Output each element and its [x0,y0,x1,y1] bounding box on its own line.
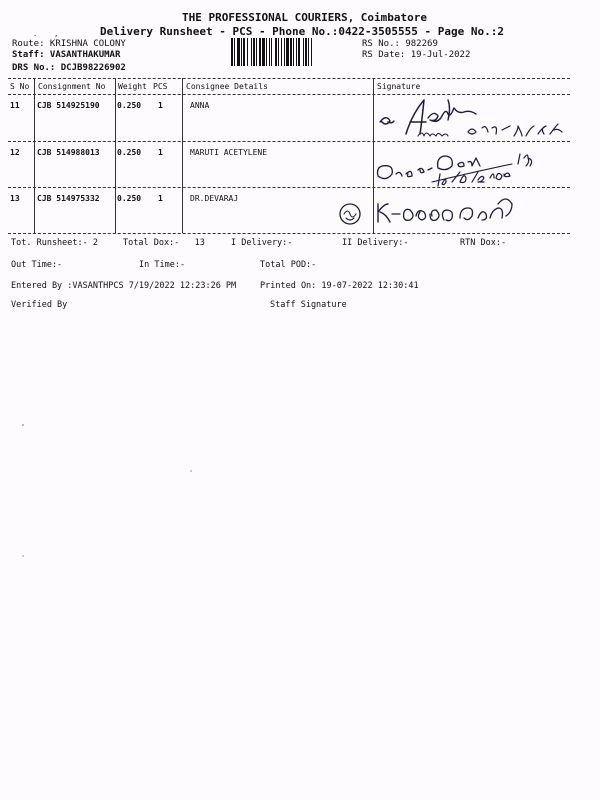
drs-number: DRS No.: DCJB98226902 [12,63,126,73]
row-pcs: 1 [158,101,163,110]
barcode-bar [286,38,289,66]
barcode-bar [305,38,307,66]
row-consignment: CJB 514988013 [37,148,100,157]
scan-speck [22,555,24,557]
col-header-consignee: Consignee Details [186,82,268,91]
barcode-bar [271,38,272,66]
i-delivery: I Delivery:- [231,238,293,248]
row-weight: 0.250 [117,101,142,110]
staff-signature-label: Staff Signature [270,300,347,310]
in-time: In Time:- [139,260,186,270]
barcode-bar [256,38,257,66]
row-consignee: ANNA [190,101,210,110]
row-consignee: DR.DEVARAJ [190,194,239,203]
row-weight: 0.250 [117,148,142,157]
barcode-bar [251,38,252,66]
rs-number: RS No.: 982269 [362,39,438,49]
barcode-bar [243,38,245,66]
barcode-bar [281,38,282,66]
barcode-bar [262,38,265,66]
row-sno: 13 [10,194,20,203]
staff-label: Staff: VASANTHAKUMAR [12,50,121,60]
row-consignment: CJB 514975332 [37,194,100,203]
scan-speck [190,470,192,472]
company-title: THE PROFESSIONAL COURIERS, Coimbatore [182,11,428,24]
printed-on: Printed On: 19-07-2022 12:30:41 [260,281,419,291]
rs-date: RS Date: 19-Jul-2022 [362,50,471,60]
col-header-sno: S No [10,82,30,91]
out-time: Out Time:- [11,260,63,270]
barcode-bar [293,38,294,66]
col-header-signature: Signature [377,82,421,91]
barcode-bar [241,38,242,66]
barcode-bar [231,38,233,66]
barcode-bar [308,38,309,66]
row-sno: 12 [10,148,20,157]
barcode-bar [253,38,255,66]
barcode-bar [311,38,312,66]
barcode-bar [278,38,279,66]
barcode-bar [290,38,292,66]
verified-by: Verified By [11,300,68,310]
entered-by: Entered By :VASANTHPCS 7/19/2022 12:23:26 PM [11,281,237,291]
col-header-consignment: Consignment No [38,82,106,91]
row-pcs: 1 [158,194,163,203]
total-runsheet: Tot. Runsheet:- 2 [11,238,98,248]
runsheet-title: Delivery Runsheet - PCS - Phone No.:0422-3505555 - Page No.:2 [100,25,504,38]
row-pcs: 1 [158,148,163,157]
row-sno: 11 [10,101,20,110]
barcode-bar [247,38,248,66]
barcode-bar [234,38,235,66]
header-rule [8,94,570,95]
signature-row-12 [368,140,538,190]
col-header-pcs: PCS [153,82,168,91]
barcode-bar [284,38,285,66]
barcode-bar [237,38,240,66]
row-consignee: MARUTI ACETYLENE [190,148,268,157]
barcode [230,38,352,66]
barcode-bar [259,38,261,66]
rtn-dox: RTN Dox:- [460,238,507,248]
col-divider-1 [34,78,35,233]
signature-row-11 [376,96,566,142]
total-pod: Total POD:- [260,260,317,270]
barcode-bar [275,38,277,66]
total-dox: Total Dox:- 13 [123,238,205,248]
barcode-bar [266,38,267,66]
scan-speck [22,424,24,426]
barcode-bar [296,38,297,66]
col-header-weight: Weight [118,82,147,91]
col-divider-3 [182,78,183,233]
barcode-bar [269,38,270,66]
mark-dots: . , [33,30,59,38]
row-consignment: CJB 514925190 [37,101,100,110]
row-weight: 0.250 [117,194,142,203]
route-label: Route: KRISHNA COLONY [12,39,126,49]
col-divider-2 [115,78,116,233]
barcode-bar [303,38,304,66]
table-top-rule [8,78,570,79]
barcode-bar [298,38,300,66]
ii-delivery: II Delivery:- [342,238,409,248]
